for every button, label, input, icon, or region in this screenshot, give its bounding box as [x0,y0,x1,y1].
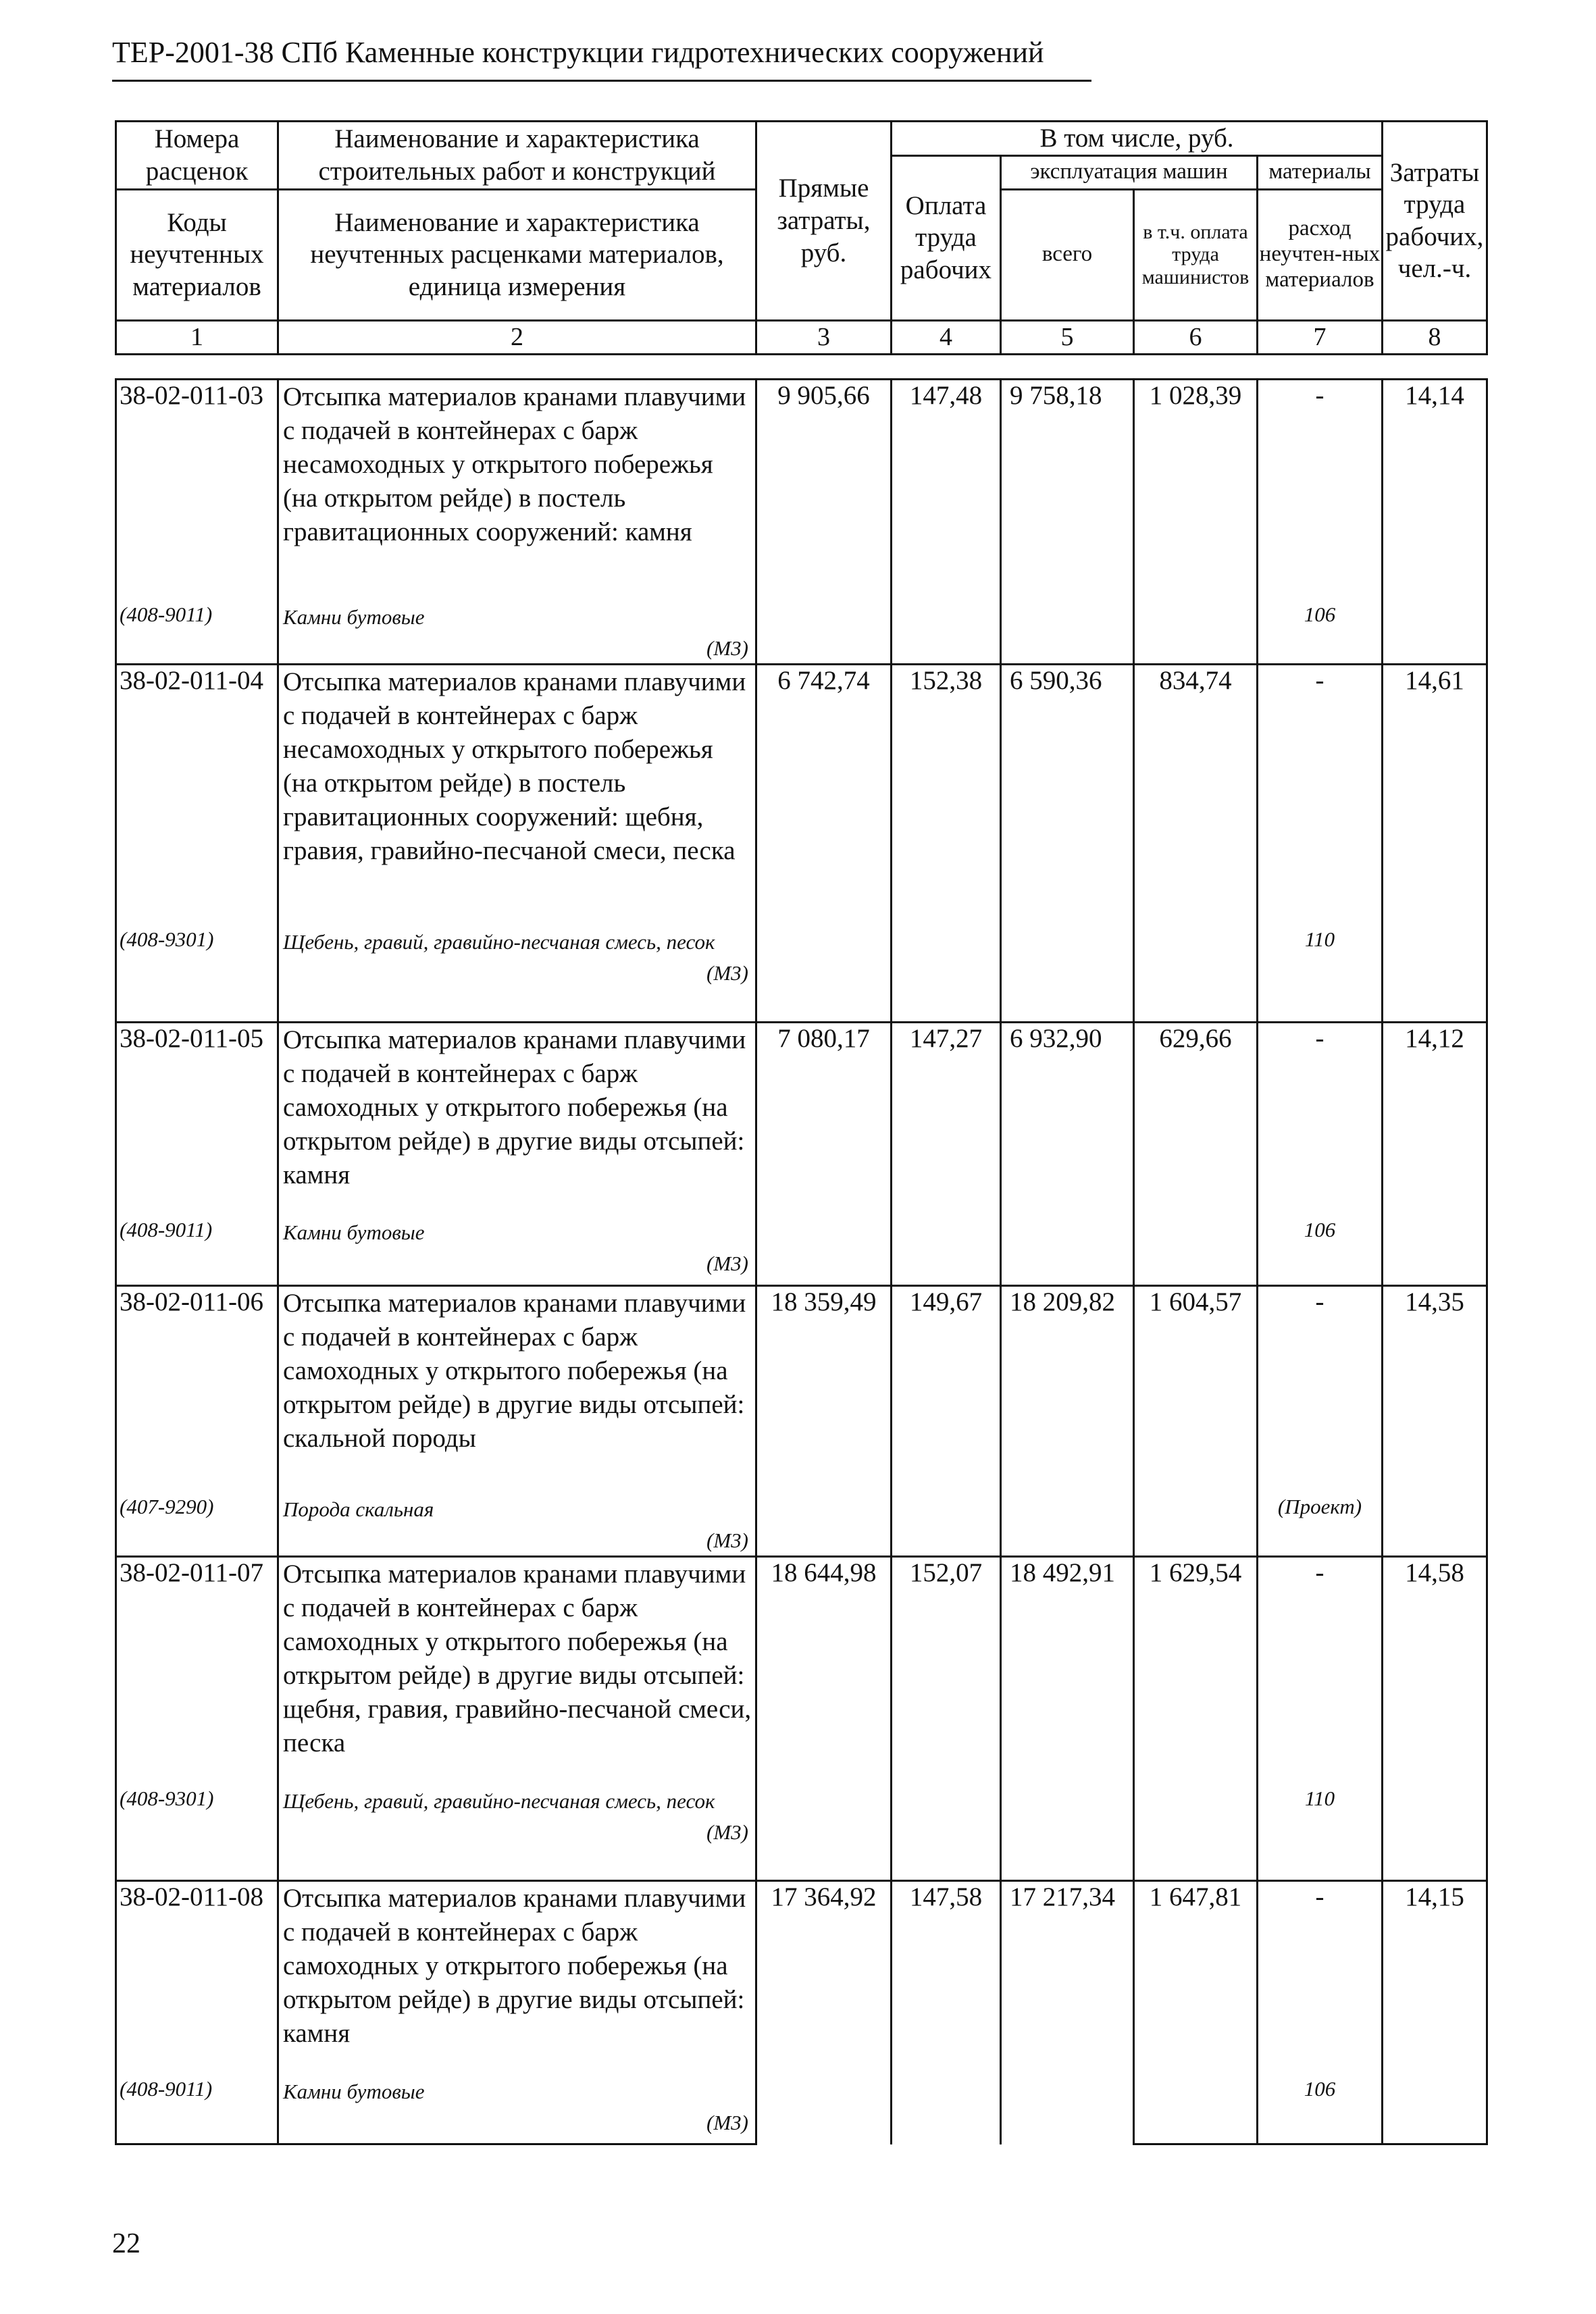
header-machinists-pay: в т.ч. оплата труда машинистов [1134,189,1258,320]
machinists-pay: 834,74 [1134,664,1258,927]
machinists-pay: 1 604,57 [1134,1285,1258,1495]
material-unit: (М3) [706,636,748,660]
machines-total: 9 758,18 [1001,380,1134,665]
materials-value: - [1258,1022,1383,1218]
material-unit: (М3) [706,961,748,985]
labor-hours: 14,35 [1383,1285,1487,1495]
machinists-pay: 1 647,81 [1134,1881,1258,2077]
materials-value: - [1258,1881,1383,2077]
material-unit: (М3) [706,1820,748,1844]
table-row [116,1557,1487,1786]
machinists-pay: 1 629,54 [1134,1557,1258,1786]
material-name: Порода скальная [283,1497,434,1521]
material-rate: 106 [1258,2077,1383,2144]
rate-code: 38-02-011-08 [116,1881,278,2077]
rate-code: 38-02-011-06 [116,1285,278,1495]
column-number: 1 [116,320,278,354]
machines-total: 18 492,91 [1001,1557,1134,1881]
table-row [116,1881,1487,2077]
header-material-name: Наименование и характеристика неучтенных расценками материалов, единица измерения [278,189,756,320]
rate-code: 38-02-011-07 [116,1557,278,1786]
labor-hours: 14,12 [1383,1022,1487,1218]
header-labor-hours: Затраты труда рабочих, чел.-ч. [1383,122,1487,321]
column-number: 5 [1001,320,1134,354]
material-unit: (М3) [706,1252,748,1275]
rate-code: 38-02-011-05 [116,1022,278,1218]
material-unit: (М3) [706,1528,748,1552]
material-rate: (Проект) [1258,1495,1383,1557]
header-machines: эксплуатация машин [1001,155,1258,189]
material-name: Камни бутовые [283,2079,425,2103]
material-code: (408-9011) [116,2077,278,2144]
direct-costs: 9 905,66 [756,380,892,665]
table-row [116,1022,1487,1218]
machines-total: 17 217,34 [1001,1881,1134,2144]
material-rate: 106 [1258,602,1383,665]
labor-pay: 149,67 [892,1285,1001,1557]
page-title: ТЕР-2001-38 СПб Каменные конструкции гидротехнических сооружений [112,36,1044,69]
header-unaccounted-codes: Коды неучтенных материалов [116,189,278,320]
material-rate: 106 [1258,1218,1383,1285]
labor-pay: 147,48 [892,380,1001,665]
header-machines-total: всего [1001,189,1134,320]
direct-costs: 6 742,74 [756,664,892,1022]
header-labor-pay: Оплата труда рабочих [892,155,1001,320]
material-rate: 110 [1258,927,1383,1022]
labor-hours: 14,15 [1383,1881,1487,2077]
materials-value: - [1258,1285,1383,1495]
material-unit: (М3) [706,2110,748,2134]
work-description: Отсыпка материалов кранами плавучими с подачей в контейнерах с барж самоходных у открытого побережья (на открытом рейде) в другие виды отсыпей: скальной породы [278,1285,756,1495]
header-group-label: В том числе, руб. [892,122,1383,156]
materials-value: - [1258,380,1383,602]
work-description: Отсыпка материалов кранами плавучими с подачей в контейнерах с барж самоходных у открытого побережья (на открытом рейде) в другие виды отсыпей: камня [278,1881,756,2077]
header-materials: материалы [1258,155,1383,189]
table-row [116,664,1487,927]
direct-costs: 18 644,98 [756,1557,892,1881]
labor-pay: 147,58 [892,1881,1001,2144]
work-description: Отсыпка материалов кранами плавучими с подачей в контейнерах с барж несамоходных у открытого побережья (на открытом рейде) в постель гравитационных сооружений: щебня, гравия, гравийно-песчаной смеси, песка [278,664,756,927]
direct-costs: 18 359,49 [756,1285,892,1557]
materials-value: - [1258,664,1383,927]
header-work-name: Наименование и характеристика строительных работ и конструкций [278,122,756,190]
header-rule [112,80,1091,82]
column-number: 2 [278,320,756,354]
material-code: (408-9011) [116,602,278,665]
machinists-pay: 629,66 [1134,1022,1258,1218]
machines-total: 18 209,82 [1001,1285,1134,1557]
material-name: Щебень, гравий, гравийно-песчаная смесь, песок [283,930,715,954]
work-description: Отсыпка материалов кранами плавучими с подачей в контейнерах с барж несамоходных у открытого побережья (на открытом рейде) в постель гравитационных сооружений: камня [278,380,756,602]
column-number: 6 [1134,320,1258,354]
material-code: (408-9301) [116,927,278,1022]
material-name: Камни бутовые [283,1220,425,1244]
rate-code: 38-02-011-04 [116,664,278,927]
column-number: 7 [1258,320,1383,354]
header-direct-costs: Прямые затраты, руб. [756,122,892,321]
labor-pay: 152,07 [892,1557,1001,1881]
rates-table [115,378,1488,2145]
table-header [115,120,1488,355]
page-number: 22 [112,2228,140,2259]
material-name: Камни бутовые [283,605,425,629]
column-number: 8 [1383,320,1487,354]
machinists-pay: 1 028,39 [1134,380,1258,602]
direct-costs: 17 364,92 [756,1881,892,2144]
header-rate-numbers: Номера расценок [116,122,278,190]
work-description: Отсыпка материалов кранами плавучими с подачей в контейнерах с барж самоходных у открытого побережья (на открытом рейде) в другие виды отсыпей: щебня, гравия, гравийно-песчаной смеси, песка [278,1557,756,1786]
machines-total: 6 932,90 [1001,1022,1134,1285]
labor-pay: 152,38 [892,664,1001,1022]
work-description: Отсыпка материалов кранами плавучими с подачей в контейнерах с барж самоходных у открытого побережья (на открытом рейде) в другие виды отсыпей: камня [278,1022,756,1218]
direct-costs: 7 080,17 [756,1022,892,1285]
labor-hours: 14,58 [1383,1557,1487,1786]
labor-hours: 14,14 [1383,380,1487,602]
column-number: 4 [892,320,1001,354]
material-code: (407-9290) [116,1495,278,1557]
materials-value: - [1258,1557,1383,1786]
labor-hours: 14,61 [1383,664,1487,927]
labor-pay: 147,27 [892,1022,1001,1285]
material-rate: 110 [1258,1786,1383,1881]
rate-code: 38-02-011-03 [116,380,278,602]
material-code: (408-9011) [116,1218,278,1285]
table-row [116,1285,1487,1495]
column-number: 3 [756,320,892,354]
table-row [116,380,1487,602]
header-materials-usage: расход неучтен-ных материалов [1258,189,1383,320]
machines-total: 6 590,36 [1001,664,1134,1022]
material-code: (408-9301) [116,1786,278,1881]
material-name: Щебень, гравий, гравийно-песчаная смесь, песок [283,1789,715,1813]
